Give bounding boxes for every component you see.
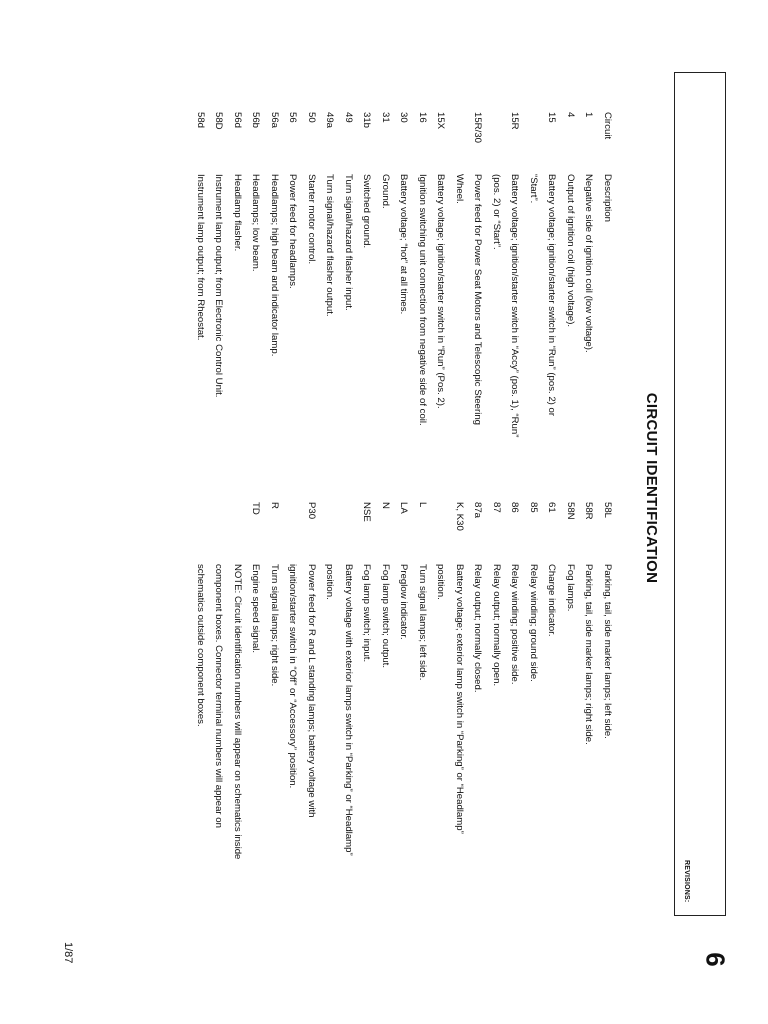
circuit-description: Headlamps; low beam. [250, 174, 262, 272]
circuit-description: Parking, tail, side marker lamps; right side. [583, 564, 595, 745]
circuit-row [561, 112, 580, 442]
circuit-code: 58L [602, 502, 613, 519]
circuit-row [468, 502, 487, 864]
revisions-box [674, 72, 726, 916]
circuit-row [191, 112, 210, 442]
circuit-row [265, 112, 284, 442]
circuit-description: Relay output; normally open. [491, 564, 502, 687]
rotated-content [96, 112, 660, 864]
circuit-row [376, 112, 395, 442]
circuit-row [302, 112, 321, 442]
circuit-row [283, 112, 302, 442]
column-header [598, 112, 617, 442]
circuit-code: 56a [269, 112, 280, 129]
circuit-code: R [269, 502, 280, 509]
circuit-row [542, 502, 561, 864]
circuit-row [450, 112, 487, 442]
circuit-description: Starter motor control. [306, 174, 317, 265]
circuit-row [191, 502, 247, 864]
circuit-description: Charge indicator. [546, 564, 558, 637]
circuit-row [209, 112, 228, 442]
circuit-description: Parking, tail, side marker lamps; left side. [602, 564, 613, 739]
circuit-description: Fog lamp switch; output. [380, 564, 391, 668]
circuit-row [246, 502, 265, 864]
revisions-label: REVISIONS: [683, 860, 690, 903]
circuit-description: Relay winding; positive side. [509, 564, 521, 685]
circuit-code: NSE [361, 502, 373, 522]
circuit-description: Relay output; normally closed. [472, 564, 484, 693]
circuit-code: 31 [380, 112, 391, 123]
circuit-code: 15 [546, 112, 558, 123]
circuit-code: 58N [565, 502, 576, 520]
circuit-code: 58d [195, 112, 206, 129]
circuit-code: 86 [509, 502, 521, 513]
circuit-code: 49a [324, 112, 336, 129]
circuit-description: Battery voltage; ignition/starter switch in “Run” (pos. 2) or “Start”. [528, 174, 558, 417]
circuit-code: 87a [472, 502, 484, 519]
circuit-row [431, 502, 468, 864]
circuit-header: Circuit [602, 112, 613, 140]
circuit-row [246, 112, 265, 442]
description-header: Description [602, 174, 613, 222]
circuit-code: 30 [398, 112, 410, 123]
left-column [191, 112, 617, 442]
circuit-row [339, 112, 358, 442]
circuit-description: Preglow indicator. [398, 564, 410, 640]
circuit-description: Power feed for R and L standing lamps; battery voltage with ignition/starter switch in “Off” or “Accessory” position. [287, 564, 317, 818]
circuit-code [320, 502, 357, 564]
circuit-code: 56 [287, 112, 299, 123]
page-title: CIRCUIT IDENTIFICATION [643, 392, 660, 584]
circuit-row [579, 112, 598, 442]
circuit-description: Battery voltage; ignition/starter switch in “Accy” (pos. 1), “Run” (pos. 2) or “Start”. [491, 174, 521, 438]
circuit-code: 58D [213, 112, 225, 130]
circuit-row [561, 502, 580, 864]
circuit-row [228, 112, 247, 442]
circuit-row [413, 112, 432, 442]
circuit-code: 87 [491, 502, 502, 513]
circuit-code: 16 [417, 112, 428, 123]
circuit-row [579, 502, 598, 864]
circuit-code: L [417, 502, 428, 508]
circuit-code: P30 [306, 502, 317, 520]
circuit-description: Instrument lamp output; from Electronic Control Unit. [213, 174, 225, 398]
circuit-row [357, 112, 376, 442]
circuit-description: Turn signal lamps; left side. [417, 564, 428, 681]
circuit-code: K, K30 [454, 502, 465, 531]
circuit-description: Engine speed signal. [250, 564, 262, 654]
circuit-description: Battery voltage; ignition/starter switch in “Run” (Pos. 2). [435, 174, 447, 409]
circuit-row [283, 502, 320, 864]
circuit-description: Negative side of ignition coil (low voltage). [583, 174, 595, 353]
circuit-description: Headlamps; high beam and indicator lamp. [269, 174, 280, 357]
circuit-row [394, 112, 413, 442]
circuit-code: N [380, 502, 391, 509]
circuit-description: Power feed for Power Seat Motors and Telescopic Steering Wheel. [454, 174, 484, 425]
circuit-code: 58R [583, 502, 595, 520]
circuit-code: 56d [232, 112, 243, 129]
circuit-code: TD [250, 502, 262, 515]
circuit-description: NOTE: Circuit identification numbers will appear on schematics inside component boxes. Connector terminal numbers will appear on schematics outside component boxes. [195, 564, 243, 860]
circuit-code: 85 [528, 502, 539, 513]
circuit-code: 56b [250, 112, 262, 129]
circuit-description: Ground. [380, 174, 391, 209]
circuit-code: 49 [343, 112, 354, 123]
circuit-description: Battery voltage with exterior lamps switch in “Parking” or “Headlamp” position. [324, 564, 354, 856]
circuit-row [413, 502, 432, 864]
circuit-row [505, 502, 524, 864]
circuit-code: 15X [435, 112, 447, 130]
circuit-code [191, 502, 247, 564]
circuit-row [320, 502, 357, 864]
circuit-description: Instrument lamp output; from Rheostat. [195, 174, 206, 341]
circuit-code: 15R [509, 112, 521, 130]
circuit-row [320, 112, 339, 442]
date-label: 1/87 [62, 942, 74, 964]
circuit-code: 4 [565, 112, 576, 118]
circuit-row [265, 502, 284, 864]
circuit-row [487, 112, 524, 442]
circuit-row [431, 112, 450, 442]
circuit-description: Turn signal/hazard flasher input. [343, 174, 354, 311]
circuit-description: Switched ground. [361, 174, 373, 249]
circuit-description: Relay winding; ground side. [528, 564, 539, 682]
circuit-row [524, 112, 561, 442]
circuit-row [376, 502, 395, 864]
circuit-description: Ignition switching unit connection from negative side of coil. [417, 174, 428, 426]
circuit-code: 31b [361, 112, 373, 129]
circuit-code: 1 [583, 112, 595, 118]
circuit-description: Power feed for headlamps. [287, 174, 299, 289]
circuit-description: Turn signal lamps; right side. [269, 564, 280, 687]
circuit-row [598, 502, 617, 864]
circuit-description: Fog lamps. [565, 564, 576, 612]
circuit-description: Output of ignition coil (high voltage). [565, 174, 576, 328]
circuit-description: Turn signal/hazard flasher output. [324, 174, 336, 317]
circuit-code: 15R/30 [472, 112, 484, 143]
circuit-row [487, 502, 506, 864]
circuit-row [357, 502, 376, 864]
circuit-description: Battery voltage; exterior lamp switch in “Parking” or “Headlamp” position. [435, 564, 465, 834]
circuit-code: 61 [546, 502, 558, 513]
circuit-description: Headlamp flasher. [232, 174, 243, 252]
circuit-code: LA [398, 502, 410, 514]
circuit-code: 50 [306, 112, 317, 123]
right-column [191, 502, 617, 864]
circuit-row [394, 502, 413, 864]
page-number: 6 [700, 952, 731, 967]
circuit-row [524, 502, 543, 864]
circuit-description: Fog lamp switch; input. [361, 564, 373, 663]
circuit-description: Battery voltage; “hot” at all times. [398, 174, 410, 315]
